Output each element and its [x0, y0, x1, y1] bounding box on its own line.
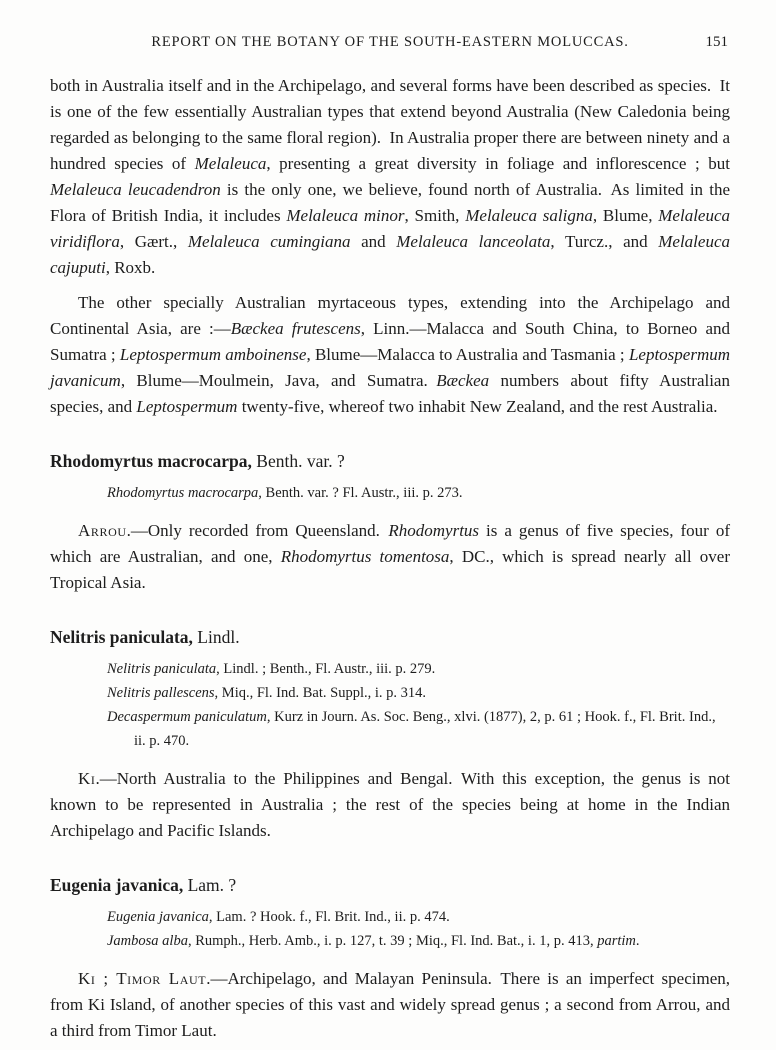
text-segment: Melaleuca leucadendron	[50, 180, 221, 199]
running-header	[50, 34, 730, 51]
text-segment: , Blume—Malacca to Australia and Tasmania ;	[306, 345, 629, 364]
text-segment: , Turcz., and	[550, 232, 659, 251]
text-segment: .—North Australia to the Philippines and Bengal. With this exception, the genus is not known to be represented in Australia ; the rest of the species being at home in the Indian Archipelago and Pacific Islands.	[50, 769, 730, 840]
text-segment: .—Only recorded from Queensland.	[126, 521, 389, 540]
text-segment: partim	[597, 933, 636, 949]
text-segment: Rhodomyrtus macrocarpa	[107, 485, 259, 501]
text-segment: twenty-five, whereof two inhabit New Zealand, and the rest Australia.	[237, 397, 718, 416]
text-segment: Bæckea	[436, 371, 490, 390]
text-segment: , Blume—Moulmein, Java, and Sumatra.	[120, 371, 437, 390]
text-segment: .	[635, 933, 640, 949]
text-segment: Lam. ?	[183, 875, 237, 895]
synonym-citation	[50, 905, 730, 929]
text-segment: Nelitris paniculata,	[50, 627, 193, 647]
text-segment: , Miq., Fl. Ind. Bat. Suppl., i. p. 314.	[214, 685, 427, 701]
page-number: 151	[705, 34, 728, 50]
body-paragraph-myrtaceous-types	[50, 290, 730, 420]
body-paragraph-ki-timor-laut	[50, 966, 730, 1044]
text-segment: Melaleuca viridiflora	[50, 206, 731, 251]
text-segment: Decaspermum paniculatum	[107, 709, 267, 725]
text-segment: The other specially Australian myrtaceous types, extending into the Archipelago and Continental Asia, are :—	[50, 293, 730, 338]
text-segment: Melaleuca saligna	[465, 206, 593, 225]
text-segment: is the only one, we believe, found north of Australia. As limited in the Flora of British India, it includes	[50, 180, 730, 225]
text-segment: , Lindl. ; Benth., Fl. Austr., iii. p. 279.	[216, 661, 436, 677]
text-segment: , Gært.,	[119, 232, 188, 251]
species-heading-nelitris-paniculata	[50, 625, 730, 649]
text-segment: , Roxb.	[105, 258, 156, 277]
text-segment: Nelitris pallescens	[107, 685, 215, 701]
text-segment: , Lam. ? Hook. f., Fl. Brit. Ind., ii. p. 474.	[208, 909, 450, 925]
text-segment: Ki	[78, 769, 96, 788]
text-segment: Melaleuca cumingiana	[187, 232, 351, 251]
page-content	[50, 73, 730, 1044]
text-segment: , Linn.—Malacca and South China, to Borneo and Sumatra ;	[50, 319, 730, 364]
synonym-citation	[50, 705, 730, 753]
text-segment: Ki ; Timor Laut	[78, 969, 207, 988]
text-segment: Rhodomyrtus macrocarpa,	[50, 451, 252, 471]
text-segment: Melaleuca	[194, 154, 267, 173]
body-paragraph-arrou	[50, 518, 730, 596]
text-segment: , Benth. var. ? Fl. Austr., iii. p. 273.	[258, 485, 463, 501]
text-segment: Nelitris paniculata	[107, 661, 217, 677]
text-segment: , presenting a great diversity in foliage and inflorescence ; but	[266, 154, 730, 173]
synonym-citation	[50, 657, 730, 681]
text-segment: numbers about fifty Australian species, and	[50, 371, 730, 416]
text-segment: Rhodomyrtus	[388, 521, 480, 540]
text-segment: Bæckea frutescens	[230, 319, 361, 338]
text-segment: Melaleuca minor	[286, 206, 405, 225]
text-segment: Leptospermum amboinense	[119, 345, 307, 364]
header-title: REPORT ON THE BOTANY OF THE SOUTH-EASTERN MOLUCCAS.	[151, 34, 629, 50]
body-paragraph-melaleuca	[50, 73, 730, 281]
text-segment: , Kurz in Journ. As. Soc. Beng., xlvi. (1877), 2, p. 61 ; Hook. f., Fl. Brit. Ind., ii. p. 470.	[134, 709, 716, 749]
text-segment: both in Australia itself and in the Archipelago, and several forms have been described as species. It is one of the few essentially Australian types that extend beyond Australia (New Caledonia being regarded as belonging to the same floral region). In Australia proper there are between ninety and a hundred species of	[50, 76, 730, 173]
text-segment: Eugenia javanica	[107, 909, 209, 925]
text-segment: , Rumph., Herb. Amb., i. p. 127, t. 39 ; Miq., Fl. Ind. Bat., i. 1, p. 413,	[187, 933, 598, 949]
text-segment: .—Archipelago, and Malayan Peninsula. There is an imperfect specimen, from Ki Island, of another species of this vast and widely spread genus ; a second from Arrou, and a third from Timor Laut.	[50, 969, 730, 1040]
synonym-citation	[50, 929, 730, 953]
text-segment: and	[350, 232, 397, 251]
body-paragraph-ki	[50, 766, 730, 844]
synonym-citation	[50, 681, 730, 705]
text-segment: , Blume,	[592, 206, 659, 225]
text-segment: Jambosa alba	[107, 933, 188, 949]
text-segment: , DC., which is spread nearly all over Tropical Asia.	[50, 547, 731, 592]
text-segment: Rhodomyrtus tomentosa	[280, 547, 450, 566]
text-segment: Melaleuca cajuputi	[50, 232, 730, 277]
text-segment: Leptospermum	[136, 397, 238, 416]
text-segment: Arrou	[78, 521, 127, 540]
species-heading-rhodomyrtus-macrocarpa	[50, 449, 730, 473]
text-segment: is a genus of five species, four of which are Australian, and one,	[50, 521, 730, 566]
synonym-citation	[50, 481, 730, 505]
text-segment: Eugenia javanica,	[50, 875, 184, 895]
text-segment: Melaleuca lanceolata	[396, 232, 551, 251]
text-segment: , Smith,	[404, 206, 466, 225]
text-segment: Leptospermum javanicum	[50, 345, 730, 390]
text-segment: Lindl.	[192, 627, 240, 647]
species-heading-eugenia-javanica	[50, 873, 730, 897]
text-segment: Benth. var. ?	[251, 451, 345, 471]
